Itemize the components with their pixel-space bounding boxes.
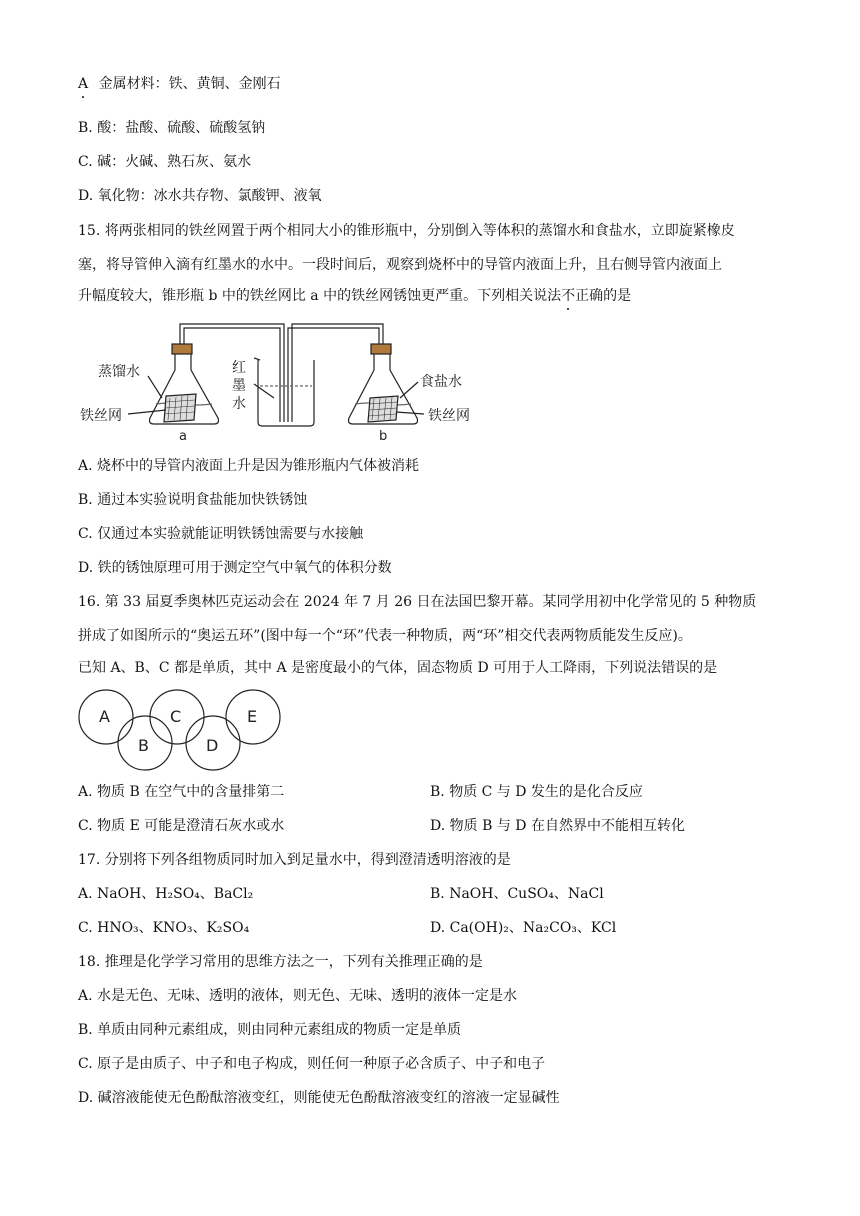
ring-label-e: E: [247, 707, 258, 726]
label-red-ink-3: 水: [232, 396, 246, 412]
label-red-ink-2: 墨: [232, 378, 246, 394]
ring-label-d: D: [206, 736, 219, 755]
q17-stem: 17. 分别将下列各组物质同时加入到足量水中，得到澄清透明溶液的是: [78, 852, 511, 868]
q17-option-c: C. HNO₃、KNO₃、K₂SO₄: [78, 920, 250, 936]
q15-stem-line1: 15. 将两张相同的铁丝网置于两个相同大小的锥形瓶中，分别倒入等体积的蒸馏水和食盐水，立即旋紧橡皮: [78, 223, 735, 239]
olympic-rings-figure: [78, 688, 284, 776]
label-flask-a: a: [179, 429, 187, 444]
q15-stem-line3-pre: 升幅度较大，锥形瓶 b 中的铁丝网比 a 中的铁丝网锈蚀更严重。下列相关说法: [78, 288, 562, 304]
ring-label-c: C: [170, 707, 182, 726]
q15-emphasis-not: 不: [561, 288, 576, 304]
q16-option-d: D. 物质 B 与 D 在自然界中不能相互转化: [430, 818, 685, 834]
q14-option-b: B. 酸：盐酸、硫酸、硫酸氢钠: [78, 120, 266, 136]
q17-option-b: B. NaOH、CuSO₄、NaCl: [430, 886, 604, 902]
ring-label-b: B: [138, 736, 149, 755]
label-red-ink-1: 红: [232, 360, 246, 376]
label-iron-mesh-right: 铁丝网: [428, 408, 470, 424]
q14-option-a-text: 金属材料：铁、黄铜、金刚石: [98, 76, 281, 92]
q15-stem-line3: [78, 286, 631, 306]
q18-option-c: C. 原子是由质子、中子和电子构成，则任何一种原子必含质子、中子和电子: [78, 1056, 546, 1072]
q17-option-a: A. NaOH、H₂SO₄、BaCl₂: [78, 886, 254, 902]
q15-apparatus-figure: [78, 318, 488, 446]
q18-stem: 18. 推理是化学学习常用的思维方法之一，下列有关推理正确的是: [78, 954, 483, 970]
label-salt-water: 食盐水: [420, 374, 462, 390]
q16-option-c: C. 物质 E 可能是澄清石灰水或水: [78, 818, 285, 834]
q16-option-b: B. 物质 C 与 D 发生的是化合反应: [430, 784, 643, 800]
q16-stem-line1: 16. 第 33 届夏季奥林匹克运动会在 2024 年 7 月 26 日在法国巴黎开幕。某同学用初中化学常见的 5 种物质: [78, 594, 757, 610]
q14-option-c: C. 碱：火碱、熟石灰、氨水: [78, 154, 252, 170]
ring-label-a: A: [99, 707, 110, 726]
q18-option-b: B. 单质由同种元素组成，则由同种元素组成的物质一定是单质: [78, 1022, 462, 1038]
q15-option-d: D. 铁的锈蚀原理可用于测定空气中氧气的体积分数: [78, 560, 392, 576]
q18-option-a: A. 水是无色、无味、透明的液体，则无色、无味、透明的液体一定是水: [78, 988, 518, 1004]
q15-option-c: C. 仅通过本实验就能证明铁锈蚀需要与水接触: [78, 526, 364, 542]
label-flask-b: b: [379, 429, 388, 444]
q17-option-d: D. Ca(OH)₂、Na₂CO₃、KCl: [430, 920, 617, 936]
q14-option-a: [78, 74, 281, 94]
q14-option-a-letter: A: [78, 76, 89, 92]
q16-stem-line2: 拼成了如图所示的“奥运五环”(图中每一个“环”代表一种物质，两“环”相交代表两物质能发生反应)。: [78, 628, 692, 644]
label-iron-mesh-left: 铁丝网: [80, 408, 122, 424]
q15-stem-line3-post: 正确的是: [575, 288, 632, 304]
q16-option-a: A. 物质 B 在空气中的含量排第二: [78, 784, 285, 800]
label-distilled-water: 蒸馏水: [98, 364, 140, 380]
q15-option-a: A. 烧杯中的导管内液面上升是因为锥形瓶内气体被消耗: [78, 458, 420, 474]
q16-stem-line3: 已知 A、B、C 都是单质，其中 A 是密度最小的气体，固态物质 D 可用于人工降雨，下列说法错误的是: [78, 660, 718, 676]
q15-stem-line2: 塞，将导管伸入滴有红墨水的水中。一段时间后，观察到烧杯中的导管内液面上升，且右侧导管内液面上: [78, 257, 722, 273]
q14-option-d: D. 氧化物：冰水共存物、氯酸钾、液氧: [78, 188, 322, 204]
q15-option-b: B. 通过本实验说明食盐能加快铁锈蚀: [78, 492, 308, 508]
q18-option-d: D. 碱溶液能使无色酚酞溶液变红，则能使无色酚酞溶液变红的溶液一定显碱性: [78, 1090, 560, 1106]
